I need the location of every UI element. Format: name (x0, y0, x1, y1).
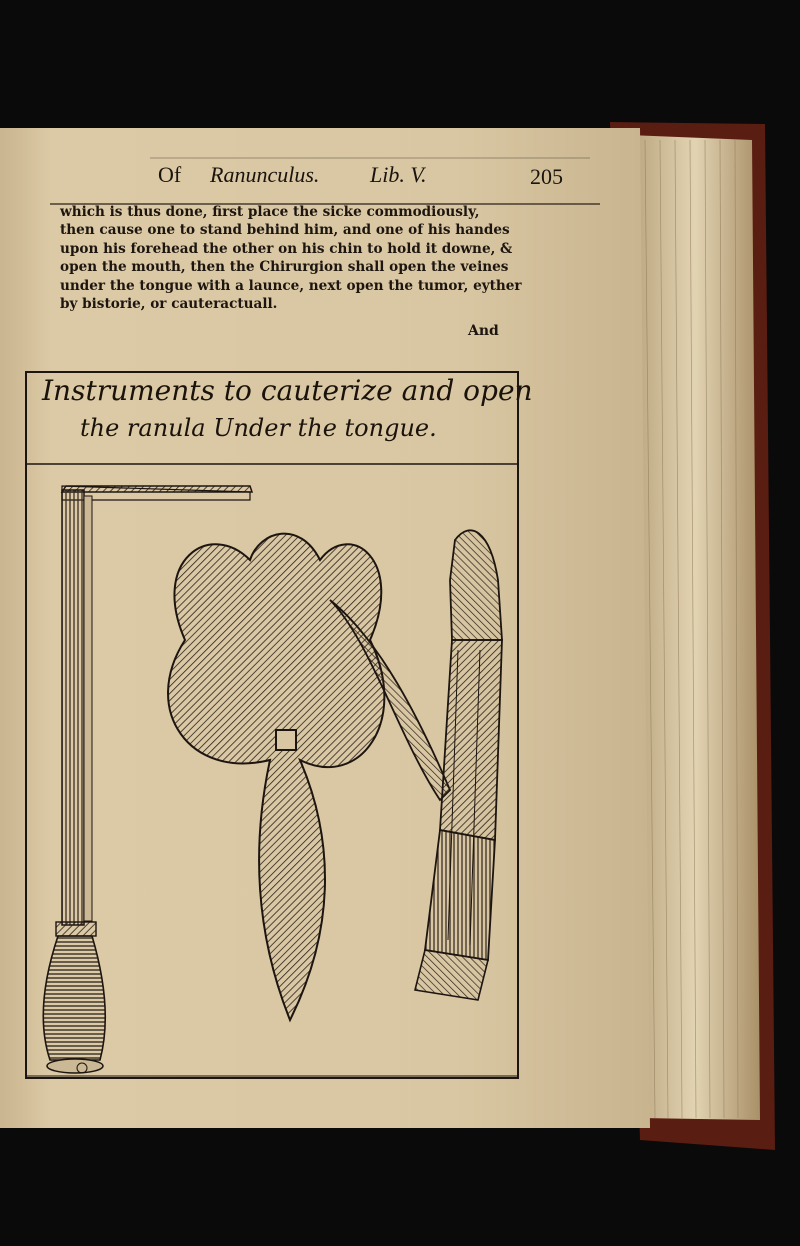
figure-caption-line-1: Instruments to cauterize and open (42, 374, 533, 407)
body-line: upon his forehead the other on his chin to hold it downe, & (60, 240, 513, 257)
body-line: by bistorie, or cauteractuall. (60, 296, 278, 313)
header-of: Of (158, 162, 182, 187)
header-title: Ranunculus. (210, 162, 320, 187)
body-line: open the mouth, then the Chirurgion shall open the veines (60, 259, 509, 276)
running-header (40, 150, 600, 210)
figure-caption-line-2: the ranula Under the tongue. (80, 414, 437, 442)
body-paragraph (60, 203, 530, 313)
figure-caption (28, 374, 533, 464)
catchword: And (468, 323, 499, 339)
page-number: 205 (530, 164, 563, 189)
body-line: then cause one to stand behind him, and one of his handes (60, 222, 510, 239)
body-line: under the tongue with a launce, next open the tumor, eyther (60, 277, 522, 294)
header-book-number: Lib. V. (370, 162, 427, 187)
body-line: which is thus done, first place the sicke commodiously, (60, 204, 480, 220)
